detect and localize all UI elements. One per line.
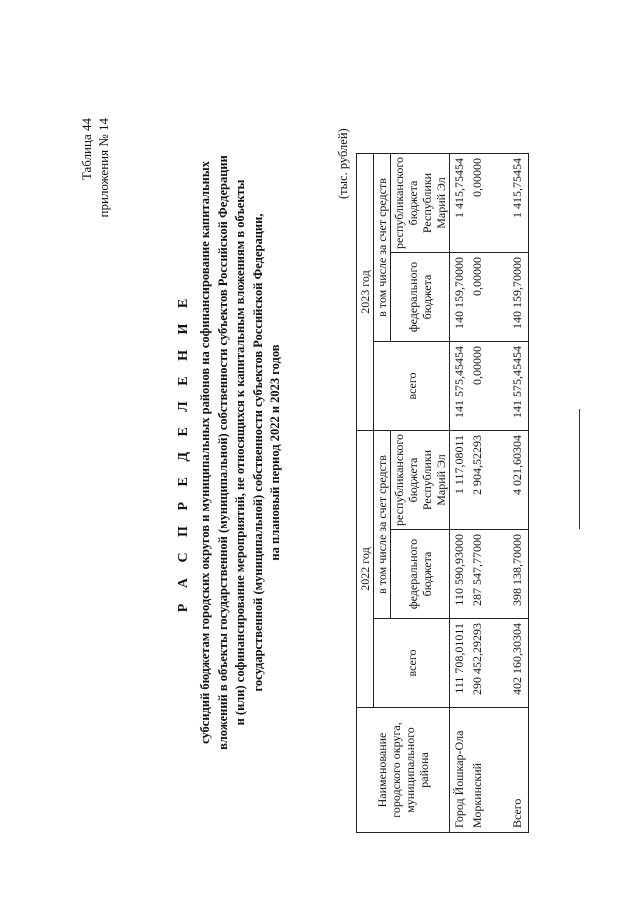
cell-2023-total: 0,00000 — [468, 342, 486, 431]
document-subtitle — [197, 0, 285, 905]
cell-2022-republic: 1 117,08011 — [450, 431, 469, 530]
header-year-2022: 2022 год — [357, 431, 374, 708]
table-reference — [78, 118, 112, 217]
appendix-number: приложения № 14 — [96, 118, 111, 218]
cell-2022-total: 111 708,01011 — [450, 619, 469, 708]
total-label: Всего — [508, 708, 529, 833]
subtitle-line: субсидий бюджетам городских округов и муниципальных районов на софинансирование капитальных — [198, 161, 212, 744]
cell-2023-republic: 0,00000 — [468, 154, 486, 253]
cell-2023-federal: 140 159,70000 — [450, 253, 469, 342]
units-label: (тыс. рублей) — [336, 128, 350, 199]
distribution-table — [356, 153, 529, 833]
cell-2022-federal: 110 590,93000 — [450, 530, 469, 619]
total-row — [508, 154, 529, 833]
document-title: Р А С П Р Е Д Е Л Е Н И Е — [176, 292, 191, 613]
header-2022-including: в том числе за счет средств — [374, 431, 391, 619]
total-2022-republic: 4 021,60304 — [508, 431, 529, 530]
cell-2022-total: 290 452,29293 — [468, 619, 486, 708]
header-year-2023: 2023 год — [357, 154, 374, 431]
footer-divider — [579, 409, 580, 529]
table-row — [468, 154, 486, 833]
subtitle-line: и (или) софинансирование мероприятий, не относящихся к капитальным вложениям в объекты — [233, 179, 247, 726]
spacer-row — [486, 154, 508, 833]
cell-2022-republic: 2 904,52293 — [468, 431, 486, 530]
header-2022-total: всего — [374, 619, 450, 708]
header-2023-federal: федерального бюджета — [391, 253, 450, 342]
subtitle-line: государственной (муниципальной) собственности субъектов Российской Федерации, — [250, 213, 265, 692]
header-2023-total: всего — [374, 342, 450, 431]
header-2023-including: в том числе за счет средств — [374, 154, 391, 342]
table-row — [450, 154, 469, 833]
table-number: Таблица 44 — [79, 118, 94, 181]
header-2023-republic: республиканского бюджета Республики Марий Эл — [391, 154, 450, 253]
subtitle-line: вложений в объекты государственной (муниципальной) собственности субъектов Российской Федерации — [215, 155, 230, 750]
total-2023-total: 141 575,45454 — [508, 342, 529, 431]
total-2022-total: 402 160,30304 — [508, 619, 529, 708]
header-name: Наименование городского округа, муниципального района — [357, 708, 450, 833]
subtitle-line: на плановый период 2022 и 2023 годов — [268, 344, 282, 561]
total-2022-federal: 398 138,70000 — [508, 530, 529, 619]
header-2022-federal: федерального бюджета — [391, 530, 450, 619]
cell-2023-total: 141 575,45454 — [450, 342, 469, 431]
header-2022-republic: республиканского бюджета Республики Марий Эл — [391, 431, 450, 530]
total-2023-federal: 140 159,70000 — [508, 253, 529, 342]
row-name: Моркинский — [468, 708, 486, 833]
cell-2023-federal: 0,00000 — [468, 253, 486, 342]
row-name: Город Йошкар-Ола — [450, 708, 469, 833]
total-2023-republic: 1 415,75454 — [508, 154, 529, 253]
cell-2023-republic: 1 415,75454 — [450, 154, 469, 253]
cell-2022-federal: 287 547,77000 — [468, 530, 486, 619]
distribution-table-wrapper — [356, 153, 529, 833]
